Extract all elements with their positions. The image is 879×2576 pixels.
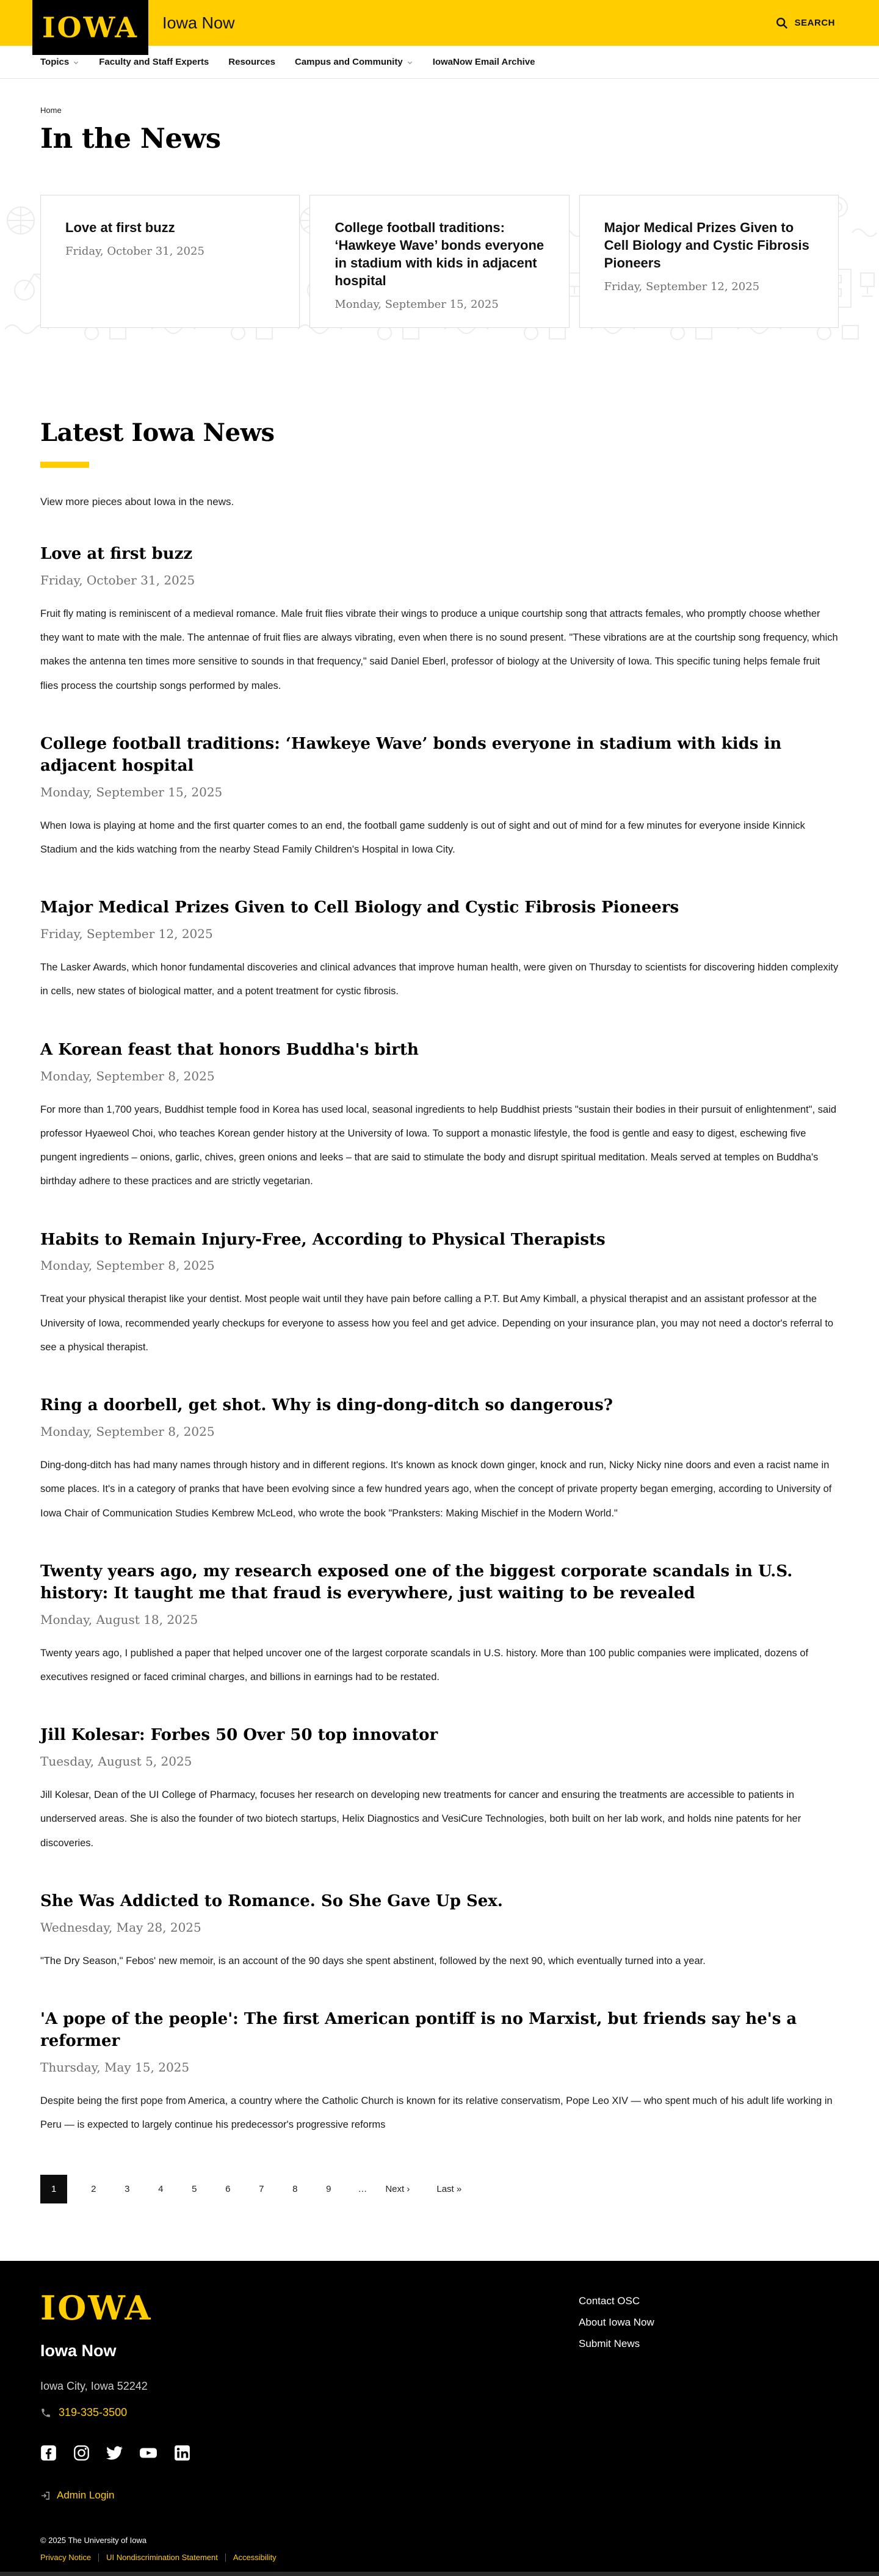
news-article: [40, 897, 839, 1003]
featured-news-band: [0, 187, 879, 347]
admin-login-link[interactable]: Admin Login: [57, 2489, 115, 2501]
nav-item-topics[interactable]: Topics: [40, 57, 79, 67]
legal-link-nondiscrimination[interactable]: UI Nondiscrimination Statement: [106, 2553, 218, 2563]
article-title[interactable]: Ring a doorbell, get shot. Why is ding-dong-ditch so dangerous?: [40, 1396, 613, 1415]
breadcrumb: [40, 106, 839, 115]
footer-copyright: © 2025 The University of Iowa: [40, 2536, 147, 2545]
featured-card-title[interactable]: Love at first buzz: [65, 220, 175, 235]
article-title[interactable]: A Korean feast that honors Buddha's birth: [40, 1040, 419, 1059]
article-date: Monday, September 15, 2025: [40, 784, 223, 799]
article-title[interactable]: She Was Addicted to Romance. So She Gave Up Sex.: [40, 1891, 503, 1910]
pagination-page-6[interactable]: 6: [225, 2184, 231, 2195]
featured-card-title[interactable]: College football traditions: ‘Hawkeye Wave’ bonds everyone in stadium with kids in adjacent hospital: [335, 220, 544, 289]
youtube-icon[interactable]: [139, 2445, 157, 2461]
legal-link-privacy-notice[interactable]: Privacy Notice: [40, 2553, 92, 2563]
footer-address: Iowa City, Iowa 52242: [40, 2380, 148, 2393]
nav-item-faculty-staff-experts[interactable]: Faculty and Staff Experts: [99, 57, 209, 67]
news-article: [40, 544, 839, 698]
featured-card[interactable]: [579, 195, 839, 328]
news-article: [40, 1229, 839, 1360]
site-title[interactable]: Iowa Now: [162, 13, 235, 32]
linkedin-icon[interactable]: [174, 2445, 190, 2461]
news-article: [40, 733, 839, 862]
pagination-page-3[interactable]: 3: [125, 2184, 130, 2195]
article-title[interactable]: Jill Kolesar: Forbes 50 Over 50 top innovator: [40, 1726, 438, 1745]
pagination-last-button[interactable]: Last »: [436, 2184, 462, 2195]
news-article: [40, 2009, 839, 2137]
featured-card[interactable]: [40, 195, 300, 328]
nav-item-resources[interactable]: Resources: [228, 57, 275, 67]
nav-item-email-archive[interactable]: IowaNow Email Archive: [432, 57, 535, 67]
article-summary: When Iowa is playing at home and the first quarter comes to an end, the football game suddenly is out of sight and out of mind for a few minutes for everyone inside Kinnick Stadium and the kids watching from the nearby Stead Family Children's Hospital in Iowa City.: [40, 820, 805, 855]
twitter-icon[interactable]: [106, 2445, 123, 2461]
news-article: [40, 1395, 839, 1526]
footer-link-contact-osc[interactable]: Contact OSC: [579, 2295, 640, 2307]
page-title: In the News: [40, 122, 221, 155]
pagination: [0, 2175, 879, 2203]
footer-link-submit-news[interactable]: Submit News: [579, 2338, 640, 2350]
chevron-down-icon: [73, 59, 79, 66]
article-date: Tuesday, August 5, 2025: [40, 1754, 192, 1769]
featured-cards: [0, 187, 879, 328]
login-icon: [40, 2490, 51, 2501]
article-summary: The Lasker Awards, which honor fundamental discoveries and clinical advances that improve human health, were given on Thursday to scientists for discovering hidden complexity in cells, new states of biological matter, and a potent treatment for cystic fibrosis.: [40, 962, 839, 997]
article-date: Friday, October 31, 2025: [40, 572, 195, 588]
footer-social-row: [40, 2445, 839, 2461]
article-date: Thursday, May 15, 2025: [40, 2059, 190, 2075]
news-article: [40, 1891, 839, 1973]
article-title[interactable]: Twenty years ago, my research exposed one of the biggest corporate scandals in U.S. history: It taught me that fraud is everywhere, just waiting to be revealed: [40, 1562, 793, 1603]
section-heading: Latest Iowa News: [40, 418, 275, 447]
section-lead: View more pieces about Iowa in the news.: [40, 496, 234, 508]
nav-item-campus-community[interactable]: Campus and Community: [295, 57, 413, 67]
article-title[interactable]: College football traditions: ‘Hawkeye Wave’ bonds everyone in stadium with kids in adjacent hospital: [40, 734, 782, 775]
university-logo-text: IOWA: [42, 11, 139, 44]
featured-card[interactable]: [309, 195, 569, 328]
article-summary: Ding-dong-ditch has had many names through history and in different regions. It's known as knock down ginger, knock and run, Nicky Nicky nine doors and even a racist name in some places. It's in a category of pranks that have been evolving since a few hundred years ago, when the concept of private property began emerging, according to University of Iowa Chair of Communication Studies Kembrew McLeod, who wrote the book "Pranksters: Making Mischief in the Modern World.": [40, 1460, 832, 1519]
footer-university-logo[interactable]: IOWA: [40, 2288, 153, 2328]
featured-card-date: Friday, October 31, 2025: [65, 245, 204, 258]
article-summary: Treat your physical therapist like your dentist. Most people wait until they have pain before calling a P.T. But Amy Kimball, a physical therapist and an assistant professor at the University of Iowa, recommended yearly checkups for everyone to assess how you feel and get advice. Depending on your insurance plan, you may not need a doctor's referral to see a physical therapist.: [40, 1293, 834, 1353]
yellow-rule: [40, 462, 89, 468]
footer-legal-links: [40, 2553, 839, 2572]
search-icon: [775, 16, 789, 30]
facebook-icon[interactable]: [40, 2445, 57, 2461]
article-date: Wednesday, May 28, 2025: [40, 1919, 201, 1935]
pagination-page-7[interactable]: 7: [259, 2184, 264, 2195]
divider: [98, 2553, 99, 2562]
article-summary: Jill Kolesar, Dean of the UI College of Pharmacy, focuses her research on developing new treatments for cancer and ensuring the treatments are accessible to patients in underserved areas. She is also the founder of two biotech startups, Helix Diagnostics and VesiCure Technologies, both built on her lab work, and holds nine patents for her discoveries.: [40, 1789, 801, 1849]
article-date: Monday, September 8, 2025: [40, 1258, 215, 1273]
featured-card-date: Monday, September 15, 2025: [335, 298, 499, 311]
article-summary: Fruit fly mating is reminiscent of a medieval romance. Male fruit flies vibrate their wings to produce a unique courtship song that attracts females, who promptly choose whether they want to mate with the male. The antennae of fruit flies are always vibrating, even when there is no sound present. "These vibrations are at the courtship song frequency, which makes the antenna ten times more sensitive to sounds in that frequency," said Daniel Eberl, professor of biology at the University of Iowa. This specific tuning helps female fruit flies process the courtship songs performed by males.: [40, 608, 838, 691]
featured-card-date: Friday, September 12, 2025: [604, 280, 760, 294]
news-article: [40, 1039, 839, 1194]
footer-link-about-iowa-now[interactable]: About Iowa Now: [579, 2316, 654, 2329]
footer-phone-link[interactable]: 319-335-3500: [59, 2406, 128, 2419]
search-label: SEARCH: [794, 18, 835, 28]
article-date: Monday, August 18, 2025: [40, 1612, 198, 1627]
footer-phone-row: [40, 2406, 839, 2419]
pagination-page-8[interactable]: 8: [292, 2184, 298, 2195]
article-date: Monday, September 8, 2025: [40, 1424, 215, 1439]
article-summary: For more than 1,700 years, Buddhist temple food in Korea has used local, seasonal ingredients to help Buddhist priests "sustain their bodies in their pursuit of enlightenment", said professor Hyaeweol Choi, who teaches Korean gender history at the University of Iowa. To support a monastic lifestyle, the food is gentle and easy to digest, eschewing five pungent ingredients – onions, garlic, chives, green onions and leeks – that are said to stimulate the body and disrupt spiritual meditation. Meals served at temples on Buddha's birthday adhere to these practices and are strictly vegetarian.: [40, 1104, 837, 1187]
latest-news-section: [0, 418, 879, 2137]
pagination-page-4[interactable]: 4: [158, 2184, 164, 2195]
article-date: Friday, September 12, 2025: [40, 926, 213, 942]
admin-login-row: [40, 2489, 839, 2501]
site-header: [0, 0, 879, 46]
chevron-down-icon: [407, 59, 413, 66]
divider: [225, 2553, 226, 2562]
article-title[interactable]: Love at first buzz: [40, 545, 193, 563]
pagination-next-button[interactable]: Next ›: [385, 2184, 410, 2195]
article-title[interactable]: 'A pope of the people': The first American pontiff is no Marxist, but friends say he's a reformer: [40, 2010, 797, 2050]
news-article: [40, 1561, 839, 1689]
article-summary: Twenty years ago, I published a paper that helped uncover one of the largest corporate scandals in U.S. history. More than 100 public companies were implicated, dozens of executives resigned or faced criminal charges, and billions in earnings had to be restated.: [40, 1647, 809, 1683]
search-button[interactable]: [775, 16, 835, 30]
site-footer: [0, 2261, 879, 2576]
featured-card-title[interactable]: Major Medical Prizes Given to Cell Biology and Cystic Fibrosis Pioneers: [604, 220, 809, 271]
pagination-page-9[interactable]: 9: [326, 2184, 331, 2195]
article-summary: Despite being the first pope from America, a country where the Catholic Church is known for its relative conservatism, Pope Leo XIV — who spent much of his adult life working in Peru — is expected to largely continue his predecessor's progressive reforms: [40, 2095, 833, 2131]
pagination-ellipsis: …: [358, 2184, 367, 2195]
footer-site-title: Iowa Now: [40, 2341, 117, 2360]
pagination-page-5[interactable]: 5: [192, 2184, 197, 2195]
breadcrumb-home-link[interactable]: Home: [40, 106, 62, 115]
legal-link-accessibility[interactable]: Accessibility: [233, 2553, 277, 2563]
news-article: [40, 1725, 839, 1855]
phone-icon: [40, 2407, 51, 2418]
article-title[interactable]: Habits to Remain Injury-Free, According to Physical Therapists: [40, 1230, 606, 1249]
article-summary: "The Dry Season," Febos' new memoir, is an account of the 90 days she spent abstinent, followed by the next 90, which eventually turned into a year.: [40, 1955, 706, 1967]
article-date: Monday, September 8, 2025: [40, 1068, 215, 1083]
footer-links: [579, 2295, 654, 2350]
article-title[interactable]: Major Medical Prizes Given to Cell Biology and Cystic Fibrosis Pioneers: [40, 898, 679, 917]
pagination-current-page: 1: [40, 2175, 67, 2203]
pagination-page-2[interactable]: 2: [91, 2184, 96, 2195]
footer-bottom-strip: [0, 2572, 879, 2576]
university-logo[interactable]: [32, 0, 148, 55]
instagram-icon[interactable]: [73, 2445, 90, 2461]
